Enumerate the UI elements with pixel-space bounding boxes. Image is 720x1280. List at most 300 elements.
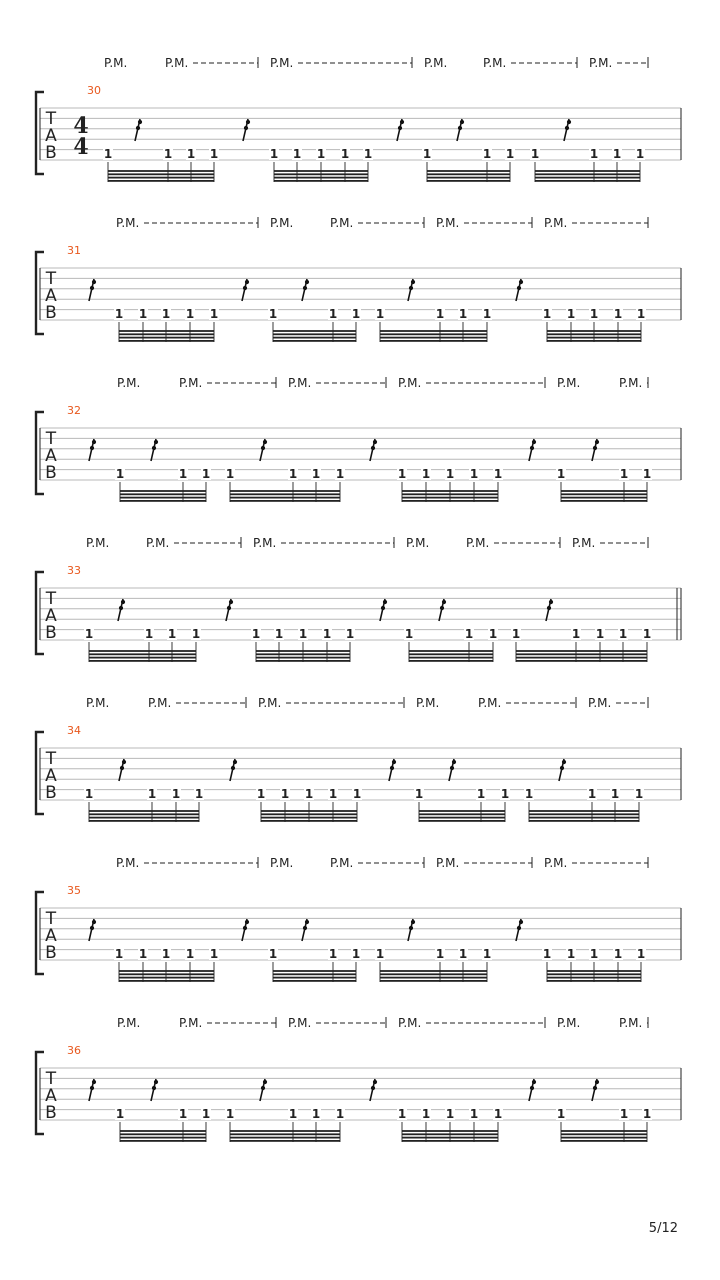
rest-flag-dot [400, 120, 404, 124]
fret-number: 1 [269, 147, 279, 161]
rest-flag-dot [549, 600, 553, 604]
beam-group [251, 627, 355, 662]
beam [380, 977, 487, 979]
fret-number: 1 [404, 627, 414, 641]
palm-mute-label: P.M. [557, 1016, 581, 1030]
fret-number: 1 [328, 947, 338, 961]
beam [256, 660, 350, 662]
beam-group [375, 307, 492, 342]
fret-number: 1 [209, 147, 219, 161]
fret-number: 1 [351, 307, 361, 321]
palm-mute-label: P.M. [165, 56, 189, 70]
tab-clef-letter: A [45, 446, 57, 466]
palm-mute-label: P.M. [270, 56, 294, 70]
fret-number: 1 [636, 307, 646, 321]
fret-number: 1 [251, 627, 261, 641]
rest-flag-dot [243, 926, 247, 930]
fret-number: 1 [280, 787, 290, 801]
beam [274, 170, 368, 172]
palm-mute-label: P.M. [116, 856, 140, 870]
beam [516, 650, 647, 652]
beam [89, 653, 196, 655]
palm-mute-label: P.M. [572, 536, 596, 550]
beam-group [256, 787, 362, 822]
rest-flag-dot [442, 600, 446, 604]
fret-number: 1 [587, 787, 597, 801]
rest-flag-dot [565, 126, 569, 130]
beam [529, 820, 639, 822]
rest-flag-dot [92, 920, 96, 924]
fret-number: 1 [268, 307, 278, 321]
beam [547, 973, 641, 975]
fret-number: 1 [147, 787, 157, 801]
beam [561, 1130, 647, 1132]
rest-flag-dot [560, 766, 564, 770]
beam [561, 490, 647, 492]
beam [89, 657, 196, 659]
beam [535, 180, 640, 182]
beam [516, 653, 647, 655]
rest-flag-dot [246, 120, 250, 124]
beam [427, 177, 510, 179]
rest-flag-dot [411, 920, 415, 924]
rest-flag-dot [90, 1086, 94, 1090]
tab-system-35 [36, 856, 681, 982]
fret-number: 1 [566, 307, 576, 321]
page-number: 5/12 [648, 1221, 678, 1236]
fret-number: 1 [482, 147, 492, 161]
beam [119, 977, 214, 979]
fret-number: 1 [311, 1107, 321, 1121]
beam [119, 973, 214, 975]
rest-flag-dot [92, 440, 96, 444]
fret-number: 1 [335, 467, 345, 481]
rest-flag-dot [567, 120, 571, 124]
tab-system-31 [36, 216, 681, 342]
bar-number: 33 [67, 564, 81, 577]
fret-number: 1 [458, 307, 468, 321]
fret-number: 1 [201, 467, 211, 481]
beam [261, 813, 357, 815]
tab-clef-letter: A [45, 926, 57, 946]
beam [119, 333, 214, 335]
fret-number: 1 [375, 307, 385, 321]
beam [380, 340, 487, 342]
rest-flag-dot [409, 926, 413, 930]
fret-number: 1 [493, 1107, 503, 1121]
beam [108, 170, 214, 172]
rest-flag-dot [90, 446, 94, 450]
beam [119, 970, 214, 972]
fret-number: 1 [642, 467, 652, 481]
rest-flag-dot [233, 760, 237, 764]
palm-mute-label: P.M. [436, 856, 460, 870]
rest-flag-dot [92, 280, 96, 284]
rest-flag-dot [90, 286, 94, 290]
fret-number: 1 [530, 147, 540, 161]
fret-number: 1 [288, 467, 298, 481]
beam [89, 660, 196, 662]
fret-number: 1 [445, 467, 455, 481]
beam-group [225, 467, 345, 502]
fret-number: 1 [345, 627, 355, 641]
beam [529, 817, 639, 819]
beam [561, 493, 647, 495]
fret-number: 1 [422, 147, 432, 161]
palm-mute-label: P.M. [424, 56, 448, 70]
beam [120, 1133, 206, 1135]
fret-number: 1 [363, 147, 373, 161]
beam [409, 657, 493, 659]
rest-flag-dot [381, 606, 385, 610]
fret-number: 1 [464, 627, 474, 641]
beam [547, 977, 641, 979]
beam [380, 337, 487, 339]
palm-mute-label: P.M. [436, 216, 460, 230]
palm-mute-label: P.M. [288, 376, 312, 390]
beam [380, 973, 487, 975]
fret-number: 1 [421, 1107, 431, 1121]
beam [119, 330, 214, 332]
fret-number: 1 [635, 147, 645, 161]
beam [273, 980, 356, 982]
palm-mute-label: P.M. [589, 56, 613, 70]
rest-flag-dot [303, 286, 307, 290]
rest-flag-dot [519, 920, 523, 924]
beam [547, 340, 641, 342]
beam [261, 820, 357, 822]
bar-number: 34 [67, 724, 81, 737]
palm-mute-label: P.M. [483, 56, 507, 70]
rest-flag-dot [593, 446, 597, 450]
beam [89, 820, 199, 822]
palm-mute-label: P.M. [146, 536, 170, 550]
palm-mute-label: P.M. [619, 376, 643, 390]
beam [120, 500, 206, 502]
rest-flag-dot [138, 120, 142, 124]
tab-clef-letter: B [45, 143, 57, 163]
bar-number: 30 [87, 84, 101, 97]
fret-number: 1 [163, 147, 173, 161]
fret-number: 1 [556, 1107, 566, 1121]
rest-flag-dot [90, 926, 94, 930]
fret-number: 1 [421, 467, 431, 481]
fret-number: 1 [589, 147, 599, 161]
rest-flag-dot [243, 286, 247, 290]
beam [230, 1133, 340, 1135]
palm-mute-label: P.M. [288, 1016, 312, 1030]
fret-number: 1 [161, 947, 171, 961]
rest-flag-dot [392, 760, 396, 764]
tab-clef-letter: A [45, 126, 57, 146]
fret-number: 1 [619, 467, 629, 481]
rest-flag-dot [458, 126, 462, 130]
fret-number: 1 [114, 947, 124, 961]
rest-flag-dot [371, 446, 375, 450]
fret-number: 1 [613, 947, 623, 961]
palm-mute-label: P.M. [179, 1016, 203, 1030]
beam [120, 1140, 206, 1142]
beam-group [542, 947, 646, 982]
beam [409, 650, 493, 652]
fret-number: 1 [636, 947, 646, 961]
rest-flag-dot [411, 280, 415, 284]
fret-number: 1 [589, 307, 599, 321]
palm-mute-label: P.M. [270, 216, 294, 230]
rest-flag-dot [409, 286, 413, 290]
rest-flag-dot [154, 440, 158, 444]
beam [273, 337, 356, 339]
fret-number: 1 [414, 787, 424, 801]
fret-number: 1 [458, 947, 468, 961]
fret-number: 1 [191, 627, 201, 641]
rest-flag-dot [390, 766, 394, 770]
fret-number: 1 [84, 627, 94, 641]
beam-group [556, 467, 652, 502]
tab-system-30 [36, 56, 681, 182]
beam-group [422, 147, 515, 182]
rest-flag-dot [154, 1080, 158, 1084]
beam-group [530, 147, 645, 182]
palm-mute-label: P.M. [86, 696, 110, 710]
beam [119, 337, 214, 339]
beam [427, 170, 510, 172]
tab-clef-letter: T [45, 749, 57, 769]
beam [409, 660, 493, 662]
beam-group [268, 307, 361, 342]
beam [402, 1137, 498, 1139]
rest-flag-dot [371, 1086, 375, 1090]
beam [529, 813, 639, 815]
beam-group [115, 467, 211, 502]
beam [427, 173, 510, 175]
fret-number: 1 [524, 787, 534, 801]
rest-flag-dot [595, 1080, 599, 1084]
rest-flag-dot [152, 446, 156, 450]
fret-number: 1 [435, 947, 445, 961]
beam-group [397, 1107, 503, 1142]
palm-mute-label: P.M. [588, 696, 612, 710]
rest-flag-dot [532, 440, 536, 444]
fret-number: 1 [335, 1107, 345, 1121]
fret-number: 1 [144, 627, 154, 641]
rest-flag-dot [263, 1080, 267, 1084]
beam [547, 333, 641, 335]
beam [230, 490, 340, 492]
fret-number: 1 [185, 947, 195, 961]
fret-number: 1 [435, 307, 445, 321]
beam [108, 173, 214, 175]
beam [230, 497, 340, 499]
fret-number: 1 [397, 1107, 407, 1121]
fret-number: 1 [482, 947, 492, 961]
tab-clef-letter: B [45, 303, 57, 323]
rest-flag-dot [519, 280, 523, 284]
beam [120, 1137, 206, 1139]
beam [561, 497, 647, 499]
fret-number: 1 [476, 787, 486, 801]
beam [119, 340, 214, 342]
fret-number: 1 [352, 787, 362, 801]
beam [230, 1130, 340, 1132]
fret-number: 1 [256, 787, 266, 801]
fret-number: 1 [493, 467, 503, 481]
palm-mute-label: P.M. [86, 536, 110, 550]
beam [402, 1130, 498, 1132]
rest-flag-dot [261, 446, 265, 450]
fret-number: 1 [556, 467, 566, 481]
palm-mute-label: P.M. [148, 696, 172, 710]
palm-mute-label: P.M. [104, 56, 128, 70]
palm-mute-label: P.M. [619, 1016, 643, 1030]
beam [380, 333, 487, 335]
palm-mute-label: P.M. [330, 216, 354, 230]
fret-number: 1 [304, 787, 314, 801]
beam-group [115, 1107, 211, 1142]
beam [419, 810, 505, 812]
beam-group [556, 1107, 652, 1142]
tab-clef-letter: A [45, 606, 57, 626]
rest-flag-dot [305, 920, 309, 924]
beam [535, 177, 640, 179]
tab-clef-letter: A [45, 1086, 57, 1106]
fret-number: 1 [397, 467, 407, 481]
rest-flag-dot [517, 926, 521, 930]
fret-number: 1 [482, 307, 492, 321]
fret-number: 1 [589, 947, 599, 961]
fret-number: 1 [114, 307, 124, 321]
fret-number: 1 [138, 307, 148, 321]
fret-number: 1 [612, 147, 622, 161]
fret-number: 1 [619, 1107, 629, 1121]
beam [273, 977, 356, 979]
rest-flag-dot [227, 606, 231, 610]
beam [274, 177, 368, 179]
tab-clef-letter: B [45, 783, 57, 803]
fret-number: 1 [595, 627, 605, 641]
palm-mute-label: P.M. [330, 856, 354, 870]
fret-number: 1 [178, 467, 188, 481]
beam-group [375, 947, 492, 982]
rest-flag-dot [122, 760, 126, 764]
beam-group [269, 147, 373, 182]
rest-flag-dot [460, 120, 464, 124]
rest-flag-dot [92, 1080, 96, 1084]
fret-number: 1 [115, 467, 125, 481]
beam [380, 330, 487, 332]
fret-number: 1 [178, 1107, 188, 1121]
fret-number: 1 [161, 307, 171, 321]
beam [380, 980, 487, 982]
palm-mute-label: P.M. [270, 856, 294, 870]
beam [273, 340, 356, 342]
fret-number: 1 [610, 787, 620, 801]
tab-clef-letter: T [45, 109, 57, 129]
palm-mute-label: P.M. [253, 536, 277, 550]
beam [427, 180, 510, 182]
palm-mute-label: P.M. [406, 536, 430, 550]
fret-number: 1 [115, 1107, 125, 1121]
palm-mute-label: P.M. [117, 1016, 141, 1030]
fret-number: 1 [171, 787, 181, 801]
beam [419, 813, 505, 815]
tab-system-32 [36, 376, 681, 502]
beam [230, 1140, 340, 1142]
fret-number: 1 [288, 1107, 298, 1121]
fret-number: 1 [167, 627, 177, 641]
beam-group [404, 627, 498, 662]
beam [89, 817, 199, 819]
fret-number: 1 [186, 147, 196, 161]
palm-mute-label: P.M. [398, 1016, 422, 1030]
palm-mute-label: P.M. [398, 376, 422, 390]
palm-mute-label: P.M. [117, 376, 141, 390]
beam [402, 1133, 498, 1135]
rest-flag-dot [244, 126, 248, 130]
rest-flag-dot [440, 606, 444, 610]
beam [256, 650, 350, 652]
bar-number: 32 [67, 404, 81, 417]
beam [108, 177, 214, 179]
rest-flag-dot [261, 1086, 265, 1090]
palm-mute-label: P.M. [557, 376, 581, 390]
palm-mute-label: P.M. [116, 216, 140, 230]
palm-mute-label: P.M. [179, 376, 203, 390]
fret-number: 1 [488, 627, 498, 641]
rest-flag-dot [373, 440, 377, 444]
beam [529, 810, 639, 812]
beam [230, 500, 340, 502]
fret-number: 1 [209, 947, 219, 961]
rest-flag-dot [119, 606, 123, 610]
fret-number: 1 [340, 147, 350, 161]
beam-group [414, 787, 510, 822]
beam-group [84, 627, 201, 662]
fret-number: 1 [201, 1107, 211, 1121]
tab-clef-letter: T [45, 269, 57, 289]
tab-clef-letter: T [45, 909, 57, 929]
fret-number: 1 [566, 947, 576, 961]
rest-flag-dot [373, 1080, 377, 1084]
tab-clef-letter: A [45, 286, 57, 306]
tab-clef-letter: A [45, 766, 57, 786]
fret-number: 1 [511, 627, 521, 641]
beam [516, 660, 647, 662]
beam [119, 980, 214, 982]
beam-group [114, 947, 219, 982]
beam-group [397, 467, 503, 502]
fret-number: 1 [469, 1107, 479, 1121]
beam-group [84, 787, 204, 822]
beam [402, 500, 498, 502]
fret-number: 1 [469, 467, 479, 481]
rest-flag-dot [532, 1080, 536, 1084]
fret-number: 1 [194, 787, 204, 801]
fret-number: 1 [84, 787, 94, 801]
rest-flag-dot [120, 766, 124, 770]
beam [561, 1140, 647, 1142]
fret-number: 1 [185, 307, 195, 321]
fret-number: 1 [209, 307, 219, 321]
time-signature-bottom: 4 [73, 134, 89, 160]
beam [261, 817, 357, 819]
beam-group [511, 627, 652, 662]
rest-flag-dot [152, 1086, 156, 1090]
beam [120, 490, 206, 492]
palm-mute-label: P.M. [544, 216, 568, 230]
beam [273, 973, 356, 975]
beam [409, 653, 493, 655]
